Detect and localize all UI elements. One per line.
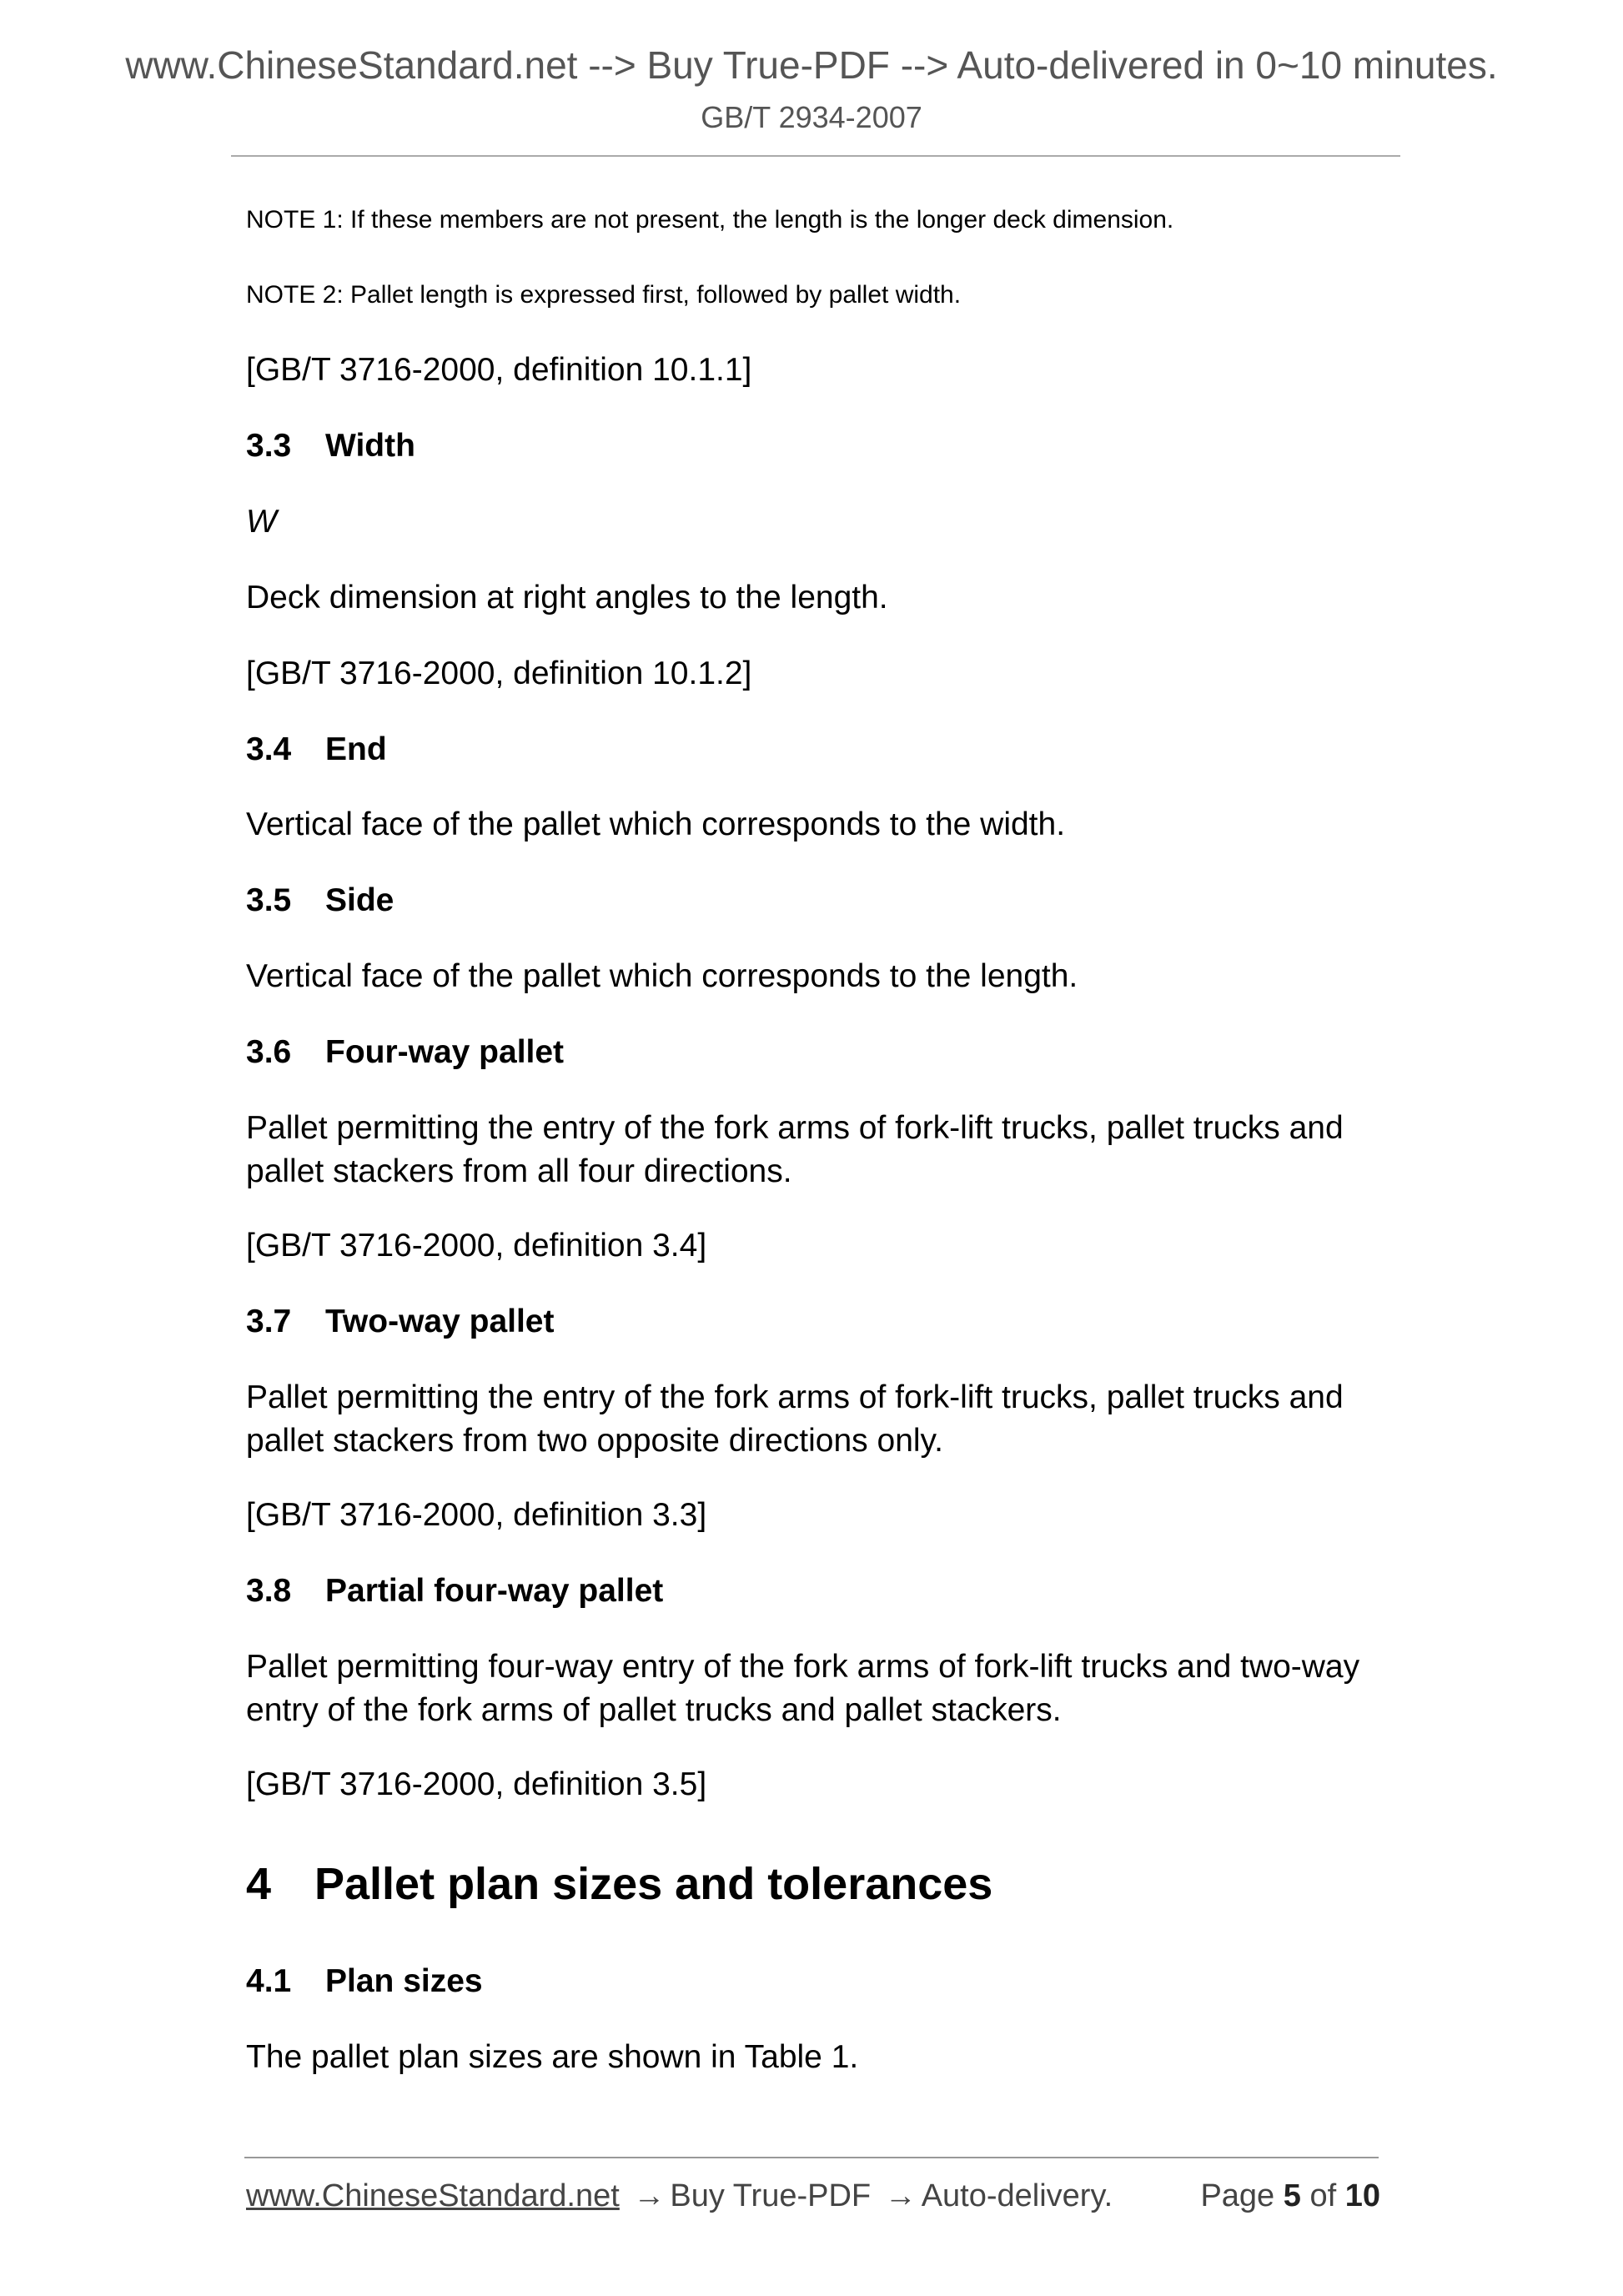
term-3-5-definition: Vertical face of the pallet which corresponds to the length. [246,958,1078,994]
term-title: Four-way pallet [325,1034,565,1070]
page-indicator [1200,2175,1380,2217]
delivery-text: Auto-delivery. [921,2178,1113,2213]
term-number: 3.3 [246,428,292,464]
term-3-3-definition: Deck dimension at right angles to the length. [246,580,888,615]
definition-line: Pallet permitting four-way entry of the fork arms of fork-lift trucks and two-way [246,1649,1360,1685]
term-3-8-definition [246,1645,1405,1732]
term-number: 3.7 [246,1304,292,1339]
standard-code: GB/T 2934-2007 [701,100,922,134]
reference-10-1-1: [GB/T 3716-2000, definition 10.1.1] [246,352,752,388]
reference-10-1-2: [GB/T 3716-2000, definition 10.1.2] [246,656,752,691]
term-3-5-heading [246,879,1405,922]
definition-line: pallet stackers from two opposite directions only. [246,1423,943,1459]
term-number: 3.4 [246,731,292,767]
page-word: Page [1200,2178,1275,2213]
note-1: NOTE 1: If these members are not present, the length is the longer deck dimension. [246,206,1174,234]
subsection-number: 4.1 [246,1963,292,1999]
term-title: Partial four-way pallet [325,1573,664,1609]
term-title: Width [325,428,415,464]
term-3-7-definition [246,1376,1405,1463]
term-3-6-definition [246,1107,1405,1193]
term-3-6-heading [246,1031,1405,1074]
term-number: 3.8 [246,1573,292,1609]
term-3-4-heading [246,728,1405,771]
note-2: NOTE 2: Pallet length is expressed first, followed by pallet width. [246,281,962,309]
term-number: 3.6 [246,1034,292,1070]
buy-text: Buy True-PDF [670,2178,872,2213]
term-3-8-heading [246,1570,1405,1613]
site-banner: www.ChineseStandard.net --> Buy True-PDF --> Auto-delivered in 0~10 minutes. [125,43,1498,87]
term-3-7-heading [246,1300,1405,1344]
arrow-right-icon: → [884,2178,917,2213]
page-current: 5 [1283,2178,1301,2213]
arrow-right-icon: → [633,2178,666,2213]
section-4-heading [246,1855,1405,1913]
page-footer [246,2175,1380,2217]
reference-3-4: [GB/T 3716-2000, definition 3.4] [246,1228,707,1264]
site-link[interactable]: www.ChineseStandard.net [246,2178,620,2213]
of-word: of [1309,2178,1337,2213]
subsection-title: Plan sizes [325,1963,483,1999]
term-title: Side [325,882,394,918]
term-title: End [325,731,387,767]
section-title: Pallet plan sizes and tolerances [314,1859,993,1909]
term-number: 3.5 [246,882,292,918]
subsection-4-1-heading [246,1960,1405,2003]
header-divider [231,155,1400,157]
term-title: Two-way pallet [325,1304,555,1339]
reference-3-5: [GB/T 3716-2000, definition 3.5] [246,1766,707,1802]
page-total: 10 [1344,2178,1380,2213]
term-3-4-definition: Vertical face of the pallet which corresponds to the width. [246,806,1066,842]
footer-divider [244,2157,1379,2158]
definition-line: Pallet permitting the entry of the fork arms of fork-lift trucks, pallet trucks and [246,1379,1344,1415]
definition-line: Pallet permitting the entry of the fork arms of fork-lift trucks, pallet trucks and [246,1110,1344,1146]
subsection-4-1-text: The pallet plan sizes are shown in Table 1. [246,2039,859,2075]
definition-line: pallet stackers from all four directions. [246,1153,792,1189]
definition-line: entry of the fork arms of pallet trucks and pallet stackers. [246,1692,1062,1728]
term-3-3-symbol: W [246,504,277,540]
term-3-3-heading [246,425,1405,468]
reference-3-3: [GB/T 3716-2000, definition 3.3] [246,1497,707,1533]
section-number: 4 [246,1859,272,1909]
